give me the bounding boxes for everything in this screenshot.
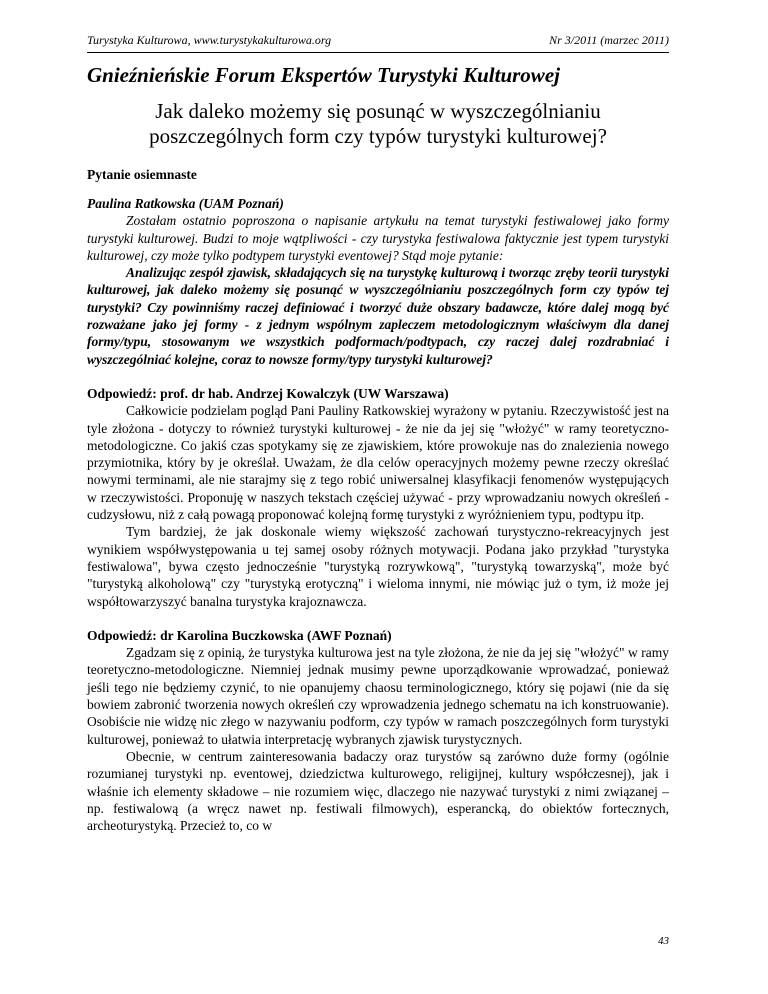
questioner-name: Paulina Ratkowska (UAM Poznań) [87, 196, 284, 211]
page-number: 43 [658, 935, 669, 947]
questioner-question: Analizując zespół zjawisk, składających się na turystykę kulturową i tworząc zręby teorii turystyki kulturowej, jak daleko możemy się posunąć w wyszczególnianiu poszczególnych form czy typów tej turystyki? Czy powinniśmy raczej definiować i tworzyć duże obszary badawcze, które dalej mogą być rozważane jako jej formy - z jednym wspólnym zapleczem metodologicznym właściwym dla danej formy/typu, stosowanym we wszystkich podformach/podtypach, czy raczej dalej rozdrabniać i wyszczególniać kolejne, coraz to nowsze formy/typy turystyki kulturowej? [87, 265, 669, 367]
questioner-intro: Zostałam ostatnio poproszona o napisanie artykułu na temat turystyki festiwalowej jako formy turystyki kulturowej. Budzi to moje wątpliwości - czy turystyka festiwalowa faktycznie jest typem turystyki kulturowej, czy może tylko podtypem turystyki eventowej? Stąd moje pytanie: [87, 213, 669, 263]
question-label: Pytanie osiemnaste [87, 167, 197, 182]
answer1-heading: Odpowiedź: prof. dr hab. Andrzej Kowalczyk (UW Warszawa) [87, 385, 449, 401]
article-body [87, 195, 669, 834]
question-title: Jak daleko możemy się posunąć w wyszczególnianiu poszczególnych form czy typów turystyki kulturowej? [149, 99, 607, 148]
header-journal: Turystyka Kulturowa, www.turystykakulturowa.org [87, 33, 332, 47]
header-issue: Nr 3/2011 (marzec 2011) [549, 33, 669, 47]
answer2-paragraph: Zgadzam się z opinią, że turystyka kulturowa jest na tyle złożona, że nie da jej się "włożyć" w ramy teoretyczno-metodologiczne. Niemniej jednak musimy pewne uporządkowanie wprowadzać, ponieważ jeśli tego nie będziemy czynić, to nie opanujemy chaosu terminologicznego, który się pojawi (nie da się bowiem zabronić tworzenia nowych określeń czy wprowadzenia jednego schematu na ich konstruowanie). Osobiście nie widzę nic złego w nazywaniu podform, czy typów w ramach poszczególnych form turystyki kulturowej, ponieważ to ułatwia interpretację wybranych zjawisk turystycznych. [87, 645, 669, 747]
answer2-heading: Odpowiedź: dr Karolina Buczkowska (AWF Poznań) [87, 627, 392, 643]
answer1-paragraph: Całkowicie podzielam pogląd Pani Pauliny Ratkowskiej wyrażony w pytaniu. Rzeczywistość jest na tyle złożona - dotyczy to również turystyki kulturowej - że nie da jej się "włożyć" w ramy teoretyczno-metodologiczne. Co jakiś czas spotykamy się ze zjawiskiem, które prowokuje nas do znalezienia nowego przymiotnika, który by je określał. Uważam, że dla celów operacyjnych możemy pewne rzeczy określać nowymi terminami, ale nie starajmy się z tego robić uniwersalnej klasyfikacji fenomenów występujących w rzeczywistości. Proponuję w naszych tekstach częściej używać - przy wprowadzaniu nowych określeń - cudzysłowu, niż z całą powagą proponować kolejną formę turystyki z wyróżnieniem typu, podtypu itp. [87, 403, 669, 523]
answer2-paragraph: Obecnie, w centrum zainteresowania badaczy oraz turystów są zarówno duże formy (ogólnie rozumianej turystyki np. eventowej, dziedzictwa kulturowego, religijnej, kultury współczesnej), jak i właśnie ich elementy składowe – nie rozumiem więc, dlaczego nie nazywać turystyki z nimi związanej – np. festiwalową (a wręcz nawet np. festiwali filmowych), esperancką, do obiektów fortecznych, archeoturystyką. Przecież to, co w [87, 748, 669, 834]
answer1-paragraph: Tym bardziej, że jak doskonale wiemy większość zachowań turystyczno-rekreacyjnych jest wynikiem współwystępowania u tej samej osoby różnych motywacji. Podana jako przykład "turystyka festiwalowa", bywa często jednocześnie "turystyką rozrywkową", "turystyką towarzyską", może być "turystyką alkoholową" czy "turystyką erotyczną" i wieloma innymi, nie mówiąc już o tym, iż może jej współtowarzyszyć banalna turystyka krajoznawcza. [87, 524, 669, 609]
header-rule [87, 52, 669, 53]
forum-title: Gnieźnieńskie Forum Ekspertów Turystyki Kulturowej [87, 63, 560, 87]
